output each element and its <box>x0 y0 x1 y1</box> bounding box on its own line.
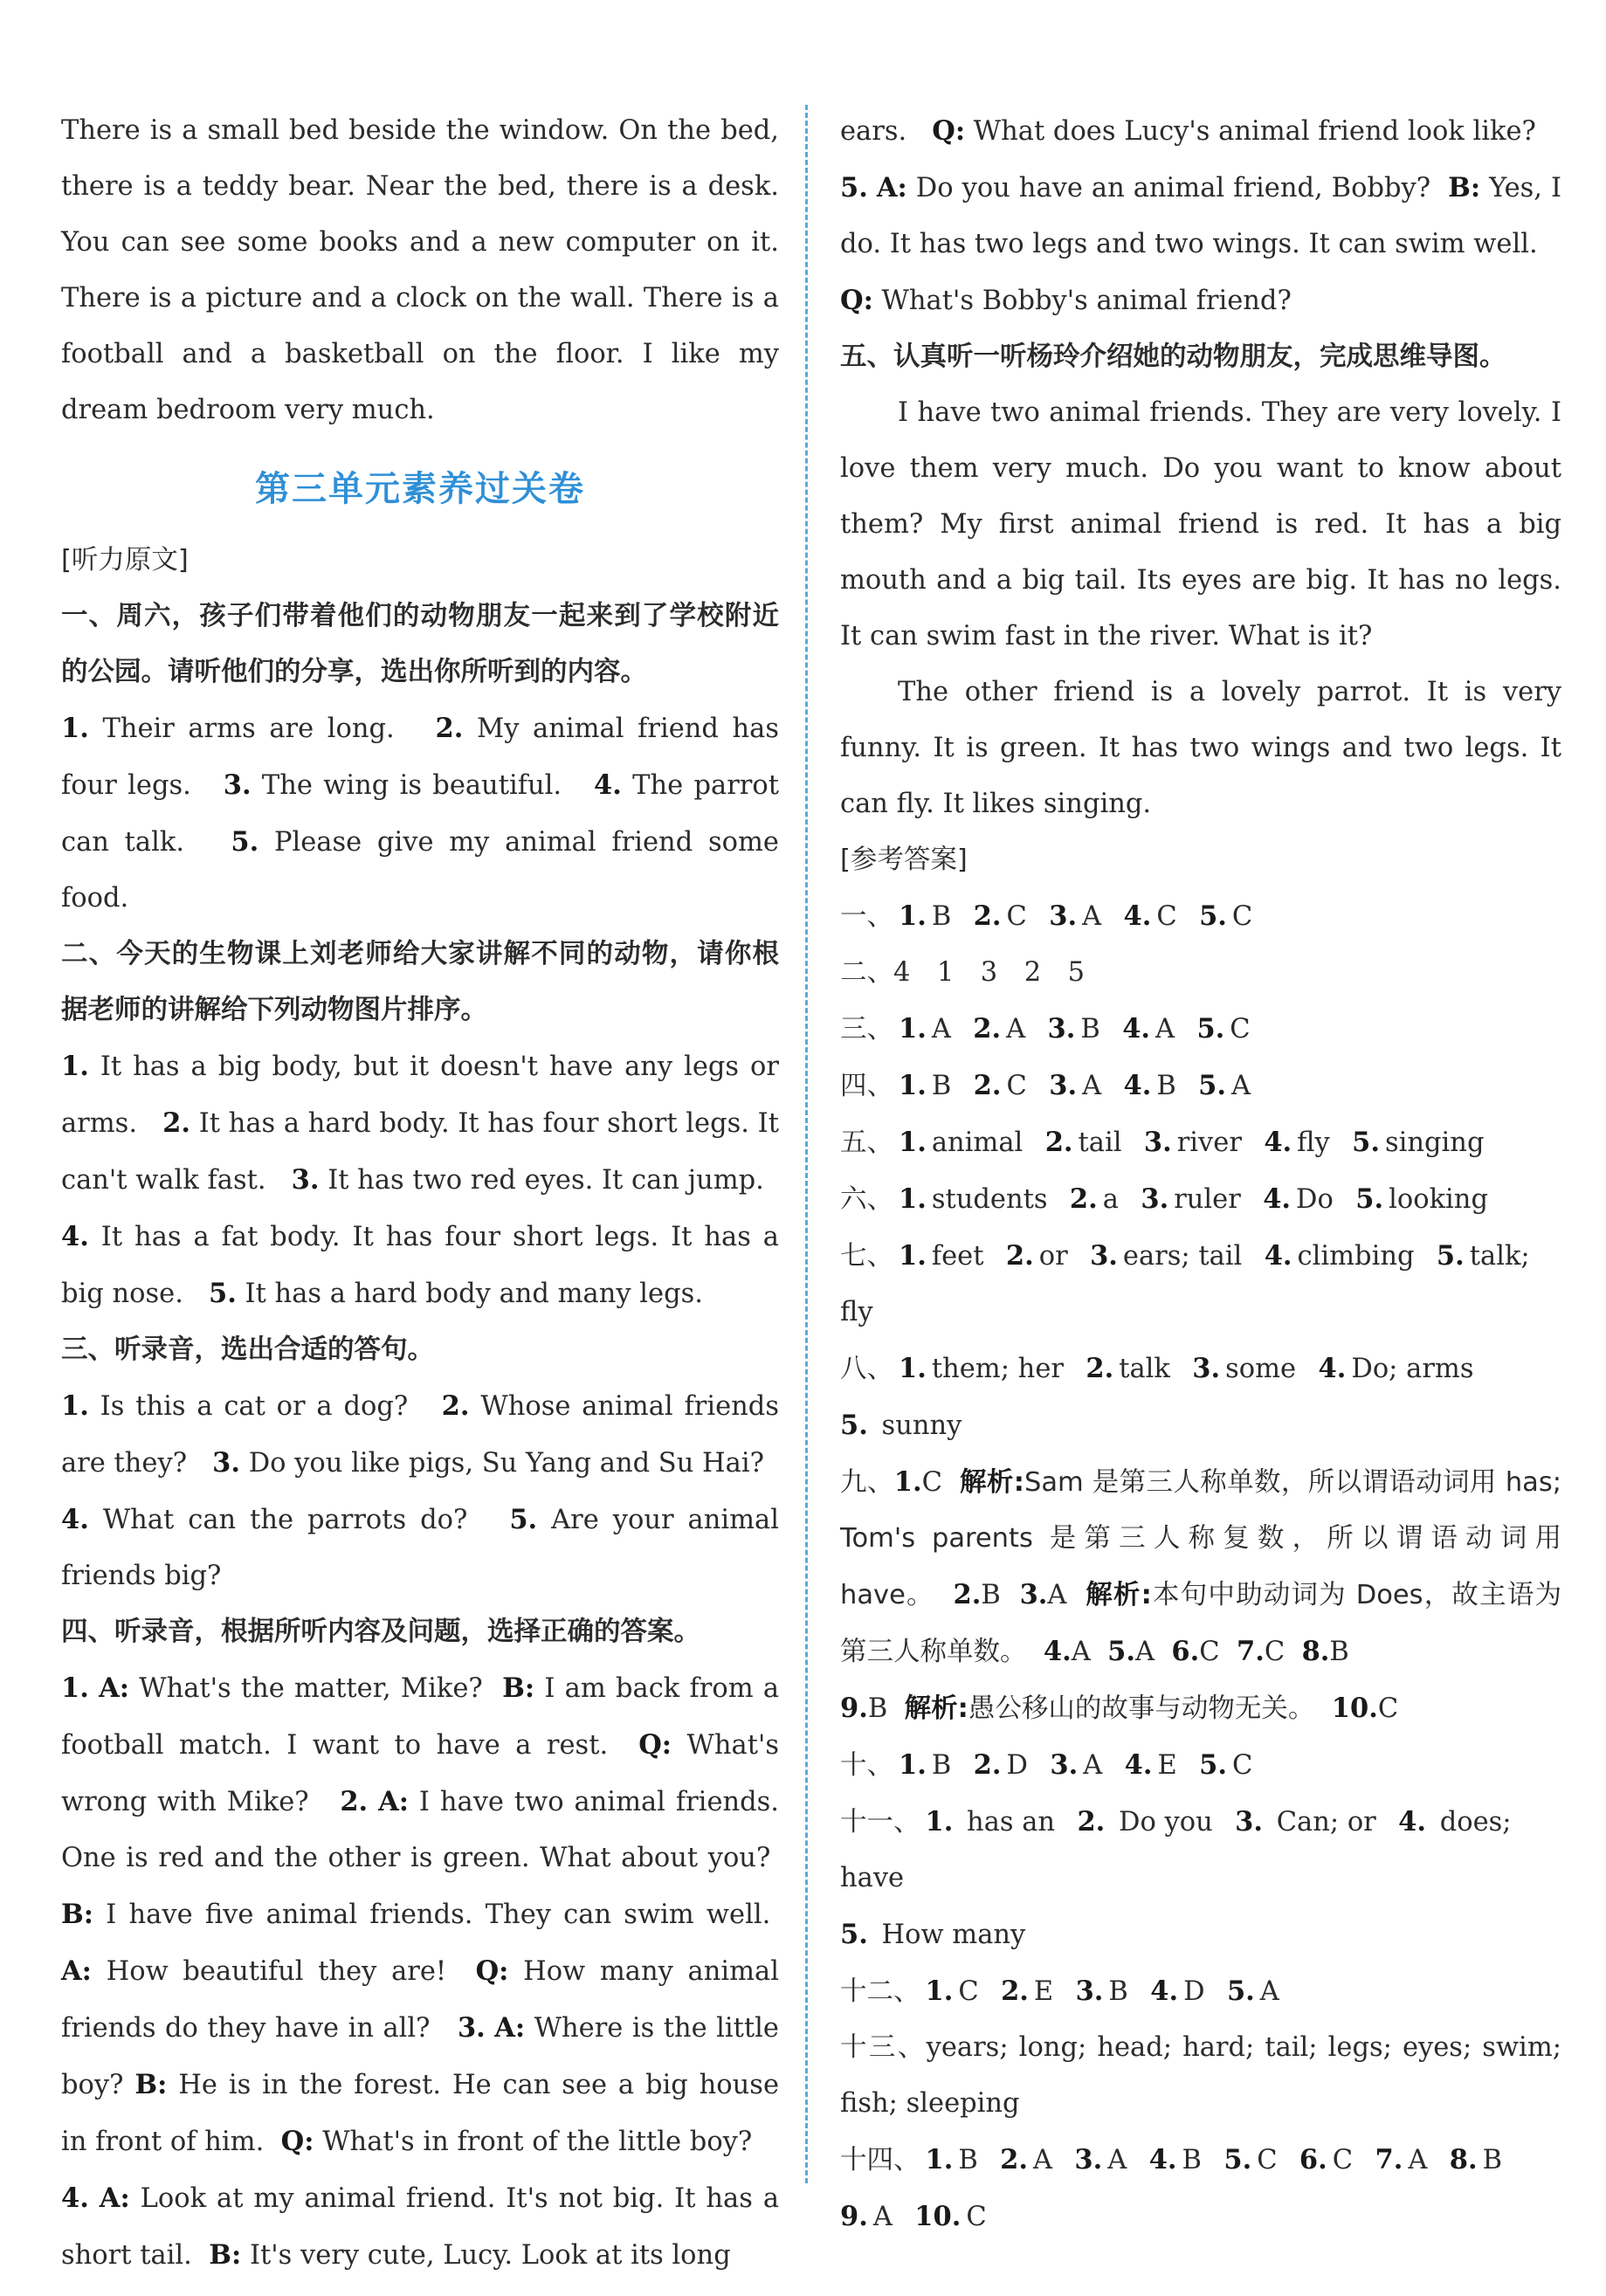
answer-value: B <box>1329 1637 1349 1667</box>
item-number: 2. <box>162 1107 190 1139</box>
answer-row-7 <box>840 1228 1561 1341</box>
item-number: 1. <box>899 1749 927 1781</box>
analysis-text: 本句中助动词为 Does，故主语为第三人称单数。 <box>840 1580 1562 1667</box>
answer-value: A <box>1155 1014 1175 1045</box>
answer-section-number: 七、 <box>840 1241 893 1272</box>
dialogue-text: How beautiful they are! <box>106 1956 447 1987</box>
answer-label: [参考答案] <box>840 845 968 875</box>
item-number: 4. <box>1148 2144 1177 2175</box>
answer-value: Do you <box>1119 1807 1213 1837</box>
answer-section-number: 十、 <box>840 1750 893 1781</box>
answer-value: Can; or <box>1276 1807 1376 1837</box>
item-number: 7. <box>1237 1636 1265 1667</box>
item-text: Whose animal friends are they? <box>61 1391 779 1479</box>
item-number: 1. <box>899 1013 927 1045</box>
answer-value: B <box>931 1750 952 1781</box>
item-number: 8. <box>1301 1636 1330 1667</box>
item-text: The parrot can talk. <box>61 770 779 858</box>
answer-value: A <box>1107 2145 1127 2175</box>
column-divider <box>805 105 808 2183</box>
item-number: 5. <box>1199 900 1227 932</box>
item-text: Do you like pigs, Su Yang and Su Hai? <box>248 1448 764 1479</box>
answer-section-number: 十二、 <box>840 1976 920 2007</box>
dialogue-text: I have five animal friends. They can swim well. <box>106 1900 771 1930</box>
item-number: 4. <box>1123 1070 1152 1101</box>
item-number: 2. <box>340 1786 369 1817</box>
speaker-a: A: <box>378 1786 410 1817</box>
answer-value: a <box>1102 1184 1119 1215</box>
item-text: It has a fat body. It has four short legs. It has a big nose. <box>61 1222 779 1309</box>
item-number: 2. <box>953 1579 982 1610</box>
item-number: 3. <box>212 1447 240 1479</box>
answer-value: talk <box>1119 1354 1170 1384</box>
item-text: Are your animal friends big? <box>61 1505 779 1591</box>
answer-value: A <box>1047 1580 1067 1610</box>
answer-section-number: 二、 <box>840 957 893 988</box>
answer-value: C <box>1231 901 1253 932</box>
answer-value: B <box>931 901 952 932</box>
item-number: 5. <box>209 1278 237 1309</box>
item-number: 3. <box>1141 1183 1169 1215</box>
item-number: 4. <box>1124 1749 1153 1781</box>
answer-section-number: 十三、 <box>840 2032 927 2063</box>
answer-value: How many <box>881 1920 1026 1950</box>
answer-value: B <box>867 1693 888 1724</box>
answer-value: some <box>1225 1354 1297 1384</box>
item-number: 3. <box>1235 1806 1263 1837</box>
answer-value: C <box>1006 901 1027 932</box>
intro-paragraph: There is a small bed beside the window. On the bed, there is a teddy bear. Near the bed, there is a desk. You can see some books and a new computer on it. There is a picture and a clock on the wall. There is a football and a basketball on the floor. I like my dream bedroom very much. <box>61 115 779 425</box>
answer-value: A <box>1231 1071 1251 1101</box>
item-number: 1. <box>925 2144 954 2175</box>
item-number: 3. <box>457 2012 486 2044</box>
answer-value: A <box>1408 2145 1428 2175</box>
dialogue-text: What's wrong with Mike? <box>61 1730 780 1817</box>
item-number: 4. <box>1150 1975 1179 2007</box>
speaker-b: B: <box>209 2239 242 2271</box>
item-number: 3. <box>1050 1749 1079 1781</box>
answer-value: B <box>958 2145 978 2175</box>
answer-value: A <box>1006 1014 1026 1045</box>
section-3-items <box>61 1378 779 1604</box>
dialogue-text: Yes, I do. It has two legs and two wings. It can swim well. <box>840 173 1562 259</box>
dialogue-text: I am back from a football match. I want to have a rest. <box>61 1673 780 1761</box>
answer-value: tail <box>1078 1127 1122 1158</box>
item-number: 4. <box>1043 1636 1072 1667</box>
section-2-heading: 二、今天的生物课上刘老师给大家讲解不同的动物，请你根据老师的讲解给下列动物图片排序。 <box>61 939 779 1025</box>
item-number: 3. <box>1090 1240 1118 1272</box>
item-number: 6. <box>1299 2144 1327 2175</box>
item-number: 2. <box>435 713 464 744</box>
answer-section-number: 四、 <box>840 1071 893 1101</box>
analysis-text: Sam 是第三人称单数，所以谓语动词用 has; Tom's parents 是第三人称复数，所以谓语动词用 have。 <box>840 1467 1562 1610</box>
item-number: 3. <box>291 1164 320 1196</box>
section-2-items <box>61 1038 779 1322</box>
answer-value: river <box>1176 1127 1242 1158</box>
dialogue-text: It's very cute, Lucy. Look at its long <box>249 2240 731 2271</box>
item-number: 5. <box>1355 1183 1384 1215</box>
answer-value: talk; <box>1469 1241 1530 1272</box>
answer-value: looking <box>1389 1184 1488 1215</box>
item-number: 1. <box>61 1051 89 1082</box>
answer-section-number: 一、 <box>840 901 893 932</box>
answer-row-4 <box>840 1058 1561 1114</box>
question-label: Q: <box>638 1729 672 1761</box>
item-text: The wing is beautiful. <box>261 770 562 801</box>
answer-section-number: 十四、 <box>840 2145 920 2175</box>
answer-section-number: 六、 <box>840 1184 893 1215</box>
item-number: 3. <box>1074 2144 1103 2175</box>
item-number: 2. <box>1069 1183 1098 1215</box>
item-number: 5. <box>1198 1070 1226 1101</box>
section-3-heading: 三、听录音，选出合适的答句。 <box>61 1334 434 1365</box>
answer-value: B <box>1156 1071 1176 1101</box>
answer-value: D <box>1183 1976 1205 2007</box>
item-number: 1. <box>899 1127 927 1158</box>
speaker-b: B: <box>134 2069 168 2100</box>
item-number: 5. <box>1436 1240 1465 1272</box>
answer-value: singing <box>1384 1127 1485 1158</box>
answer-value: C <box>1264 1637 1285 1667</box>
item-text: It has a hard body and many legs. <box>245 1279 703 1309</box>
item-number: 4. <box>1318 1353 1347 1384</box>
answer-section-number: 三、 <box>840 1014 893 1045</box>
answer-value: A <box>1082 901 1102 932</box>
section-5-heading: 五、认真听一听杨玲介绍她的动物朋友，完成思维导图。 <box>840 341 1506 372</box>
item-number: 1. <box>899 1240 927 1272</box>
item-number: 4. <box>1263 1183 1292 1215</box>
answer-section-number: 九、 <box>840 1467 894 1498</box>
item-number: 4. <box>1264 1240 1292 1272</box>
item-number: 1. <box>893 1466 922 1498</box>
item-number: 8. <box>1449 2144 1478 2175</box>
item-number: 10. <box>1331 1693 1378 1724</box>
item-number: 5. <box>1223 2144 1252 2175</box>
section-4-heading: 四、听录音，根据所听内容及问题，选择正确的答案。 <box>61 1617 700 1647</box>
answer-row-14 <box>840 2132 1561 2245</box>
answer-value: Do; arms <box>1351 1354 1474 1384</box>
item-number: 4. <box>1123 900 1152 932</box>
item-number: 2. <box>1005 1240 1034 1272</box>
speaker-b: B: <box>502 1672 535 1704</box>
answer-section-number: 八、 <box>840 1354 893 1384</box>
answer-section-number: 五、 <box>840 1127 893 1158</box>
dialogue-text: ears. <box>840 116 907 147</box>
answer-value: fly <box>1297 1127 1330 1158</box>
answer-value: Do <box>1296 1184 1334 1215</box>
dialogue-text: Where is the little boy? <box>61 2013 779 2100</box>
item-number: 5. <box>1107 1636 1135 1667</box>
answer-value: C <box>1332 2145 1354 2175</box>
answer-section-number: 十一、 <box>840 1807 920 1837</box>
answer-value: E <box>1157 1750 1177 1781</box>
item-number: 3. <box>223 769 252 801</box>
analysis-label: 解析: <box>904 1693 968 1724</box>
section-1-items <box>61 700 779 927</box>
answer-value: A <box>1033 2145 1053 2175</box>
item-number: 4. <box>61 1221 89 1252</box>
item-number: 1. <box>899 1183 927 1215</box>
item-number: 2. <box>1044 1127 1073 1158</box>
answer-value: B <box>931 1071 952 1101</box>
answer-value: years; long; head; hard; tail; legs; eyes; swim; fish; sleeping <box>840 2032 1562 2119</box>
item-number: 3. <box>1019 1579 1048 1610</box>
item-number: 1. <box>61 1672 89 1704</box>
item-number: 4. <box>61 2182 89 2214</box>
item-number: 6. <box>1171 1636 1200 1667</box>
answer-value: C <box>1006 1071 1027 1101</box>
dialogue-text: What's the matter, Mike? <box>139 1673 483 1704</box>
dialogue-text: What's Bobby's animal friend? <box>881 286 1292 316</box>
section-5-paragraph-2: The other friend is a lovely parrot. It is very funny. It is green. It has two wings and two legs. It can fly. It likes singing. <box>840 677 1561 819</box>
right-column <box>840 103 1561 2245</box>
item-number: 1. <box>925 1806 954 1837</box>
item-number: 5. <box>1199 1749 1227 1781</box>
answer-value: B <box>981 1580 1001 1610</box>
item-number: 5. <box>1196 1013 1225 1045</box>
answer-value: B <box>1482 2145 1503 2175</box>
answer-row-1 <box>840 888 1561 945</box>
answer-value: does; have <box>840 1807 1512 1893</box>
item-number: 3. <box>1049 1070 1078 1101</box>
analysis-label: 解析: <box>1086 1580 1152 1610</box>
answer-value: A <box>1083 1750 1103 1781</box>
answer-row-9 <box>840 1454 1561 1737</box>
answer-row-13 <box>840 2020 1561 2132</box>
item-number: 3. <box>1192 1353 1221 1384</box>
answer-value: B <box>1080 1014 1100 1045</box>
answer-value: A <box>931 1014 951 1045</box>
answer-value: 4 1 3 2 5 <box>893 957 1086 988</box>
item-number: 2. <box>973 1749 1002 1781</box>
item-text: Is this a cat or a dog? <box>100 1391 409 1422</box>
item-number: 1. <box>925 1975 954 2007</box>
item-text: Please give my animal friend some food. <box>61 827 779 914</box>
dialogue-text: Do you have an animal friend, Bobby? <box>915 173 1431 203</box>
section-5-paragraph-1: I have two animal friends. They are very lovely. I love them very much. Do you want to know about them? My first animal friend is red. It has a big mouth and a big tail. Its eyes are big. It has no legs. It can swim fast in the river. What is it? <box>840 397 1561 652</box>
answer-value: C <box>966 2202 987 2232</box>
answer-value: ruler <box>1174 1184 1241 1215</box>
answer-value: B <box>1182 2145 1202 2175</box>
speaker-a: A: <box>99 1672 129 1704</box>
answer-value: C <box>1231 1750 1253 1781</box>
dialogue-text: How many animal friends do they have in all? <box>61 1956 779 2044</box>
item-number: 5. <box>840 172 868 203</box>
item-number: 4. <box>594 769 622 801</box>
section-title: 第三单元素养过关卷 <box>255 469 585 509</box>
item-number: 2. <box>1086 1353 1114 1384</box>
item-number: 10. <box>914 2201 962 2232</box>
answer-value: ears; tail <box>1122 1241 1243 1272</box>
item-text: It has a hard body. It has four short legs. It can't walk fast. <box>61 1108 779 1196</box>
dialogue-text: Look at my animal friend. It's not big. It has a short tail. <box>61 2183 779 2271</box>
answer-value: C <box>958 1976 979 2007</box>
answer-row-12 <box>840 1963 1561 2020</box>
item-number: 2. <box>1077 1806 1106 1837</box>
question-label: Q: <box>840 285 873 316</box>
left-column <box>61 103 779 2284</box>
answer-value: feet <box>931 1241 984 1272</box>
analysis-label: 解析: <box>960 1467 1024 1498</box>
answer-row-6 <box>840 1171 1561 1228</box>
item-number: 5. <box>840 1410 868 1441</box>
answer-row-8 <box>840 1341 1561 1454</box>
answer-value: animal <box>931 1127 1024 1158</box>
answer-value: C <box>1377 1693 1399 1724</box>
item-number: 5. <box>1352 1127 1380 1158</box>
item-text: It has a big body, but it doesn't have any legs or arms. <box>61 1051 779 1139</box>
speaker-b: B: <box>61 1899 94 1930</box>
question-label: Q: <box>932 115 966 147</box>
item-text: What can the parrots do? <box>102 1505 468 1535</box>
item-number: 5. <box>1226 1975 1255 2007</box>
item-number: 2. <box>973 1070 1002 1101</box>
answer-value: sunny <box>881 1410 962 1441</box>
answer-value: D <box>1006 1750 1028 1781</box>
section-4-dialogues <box>61 1660 779 2284</box>
question-label: Q: <box>475 1955 509 1987</box>
answer-value: B <box>1108 1976 1128 2007</box>
item-number: 7. <box>1375 2144 1403 2175</box>
question-label: Q: <box>280 2126 314 2157</box>
item-number: 2. <box>973 1013 1002 1045</box>
speaker-a: A: <box>99 2182 130 2214</box>
answer-row-2 <box>840 945 1561 1001</box>
item-number: 5. <box>231 826 259 858</box>
answer-value: A <box>1082 1071 1102 1101</box>
section-1-heading: 一、周六，孩子们带着他们的动物朋友一起来到了学校附近的公园。请听他们的分享，选出你所听到的内容。 <box>61 601 779 687</box>
dialogue-text: What does Lucy's animal friend look like? <box>973 116 1536 147</box>
answer-value: C <box>921 1467 942 1498</box>
answer-value: C <box>1257 2145 1278 2175</box>
answer-value: students <box>931 1184 1048 1215</box>
item-text: Their arms are long. <box>102 714 395 744</box>
speaker-a: A: <box>876 172 907 203</box>
answer-value: C <box>1156 901 1177 932</box>
item-number: 3. <box>1047 1013 1076 1045</box>
speaker-a: A: <box>494 2012 526 2044</box>
item-text: My animal friend has four legs. <box>61 714 780 801</box>
answer-value: has an <box>967 1807 1056 1837</box>
item-number: 5. <box>840 1919 868 1950</box>
answer-row-5 <box>840 1114 1561 1171</box>
item-number: 1. <box>61 713 89 744</box>
answer-value: C <box>1230 1014 1251 1045</box>
answer-value: climbing <box>1297 1241 1415 1272</box>
answer-value: E <box>1033 1976 1054 2007</box>
answer-value: A <box>872 2202 893 2232</box>
item-number: 1. <box>61 1390 89 1422</box>
item-number: 2. <box>1001 1975 1029 2007</box>
transcript-label: [听力原文] <box>61 545 189 576</box>
answer-value: C <box>1199 1637 1220 1667</box>
answer-value: them; her <box>931 1354 1064 1384</box>
answer-value: A <box>1135 1637 1155 1667</box>
answer-value: A <box>1259 1976 1279 2007</box>
item-number: 3. <box>1049 900 1078 932</box>
item-number: 5. <box>509 1504 538 1535</box>
item-number: 1. <box>899 1353 927 1384</box>
item-number: 3. <box>1143 1127 1172 1158</box>
item-number: 4. <box>61 1504 89 1535</box>
item-number: 2. <box>441 1390 470 1422</box>
item-number: 9. <box>840 1693 868 1724</box>
analysis-text: 愚公移山的故事与动物无关。 <box>968 1693 1315 1724</box>
item-number: 2. <box>1000 2144 1028 2175</box>
section-4-continued <box>840 103 1561 329</box>
answer-row-3 <box>840 1001 1561 1058</box>
speaker-a: A: <box>61 1955 92 1987</box>
item-number: 1. <box>899 1070 927 1101</box>
item-number: 1. <box>899 900 927 932</box>
answer-value: A <box>1071 1637 1091 1667</box>
answer-row-11 <box>840 1794 1561 1963</box>
item-number: 9. <box>840 2201 868 2232</box>
dialogue-text: He is in the forest. He can see a big house in front of him. <box>61 2070 780 2157</box>
item-number: 4. <box>1398 1806 1426 1837</box>
item-number: 4. <box>1122 1013 1151 1045</box>
item-number: 2. <box>973 900 1002 932</box>
dialogue-text: What's in front of the little boy? <box>322 2127 753 2157</box>
speaker-b: B: <box>1448 172 1481 203</box>
dialogue-text: I have two animal friends. One is red and the other is green. What about you? <box>61 1787 780 1873</box>
item-number: 3. <box>1075 1975 1104 2007</box>
answer-value: fly <box>840 1297 873 1327</box>
answer-value: or <box>1038 1241 1068 1272</box>
item-text: It has two red eyes. It can jump. <box>327 1165 764 1196</box>
item-number: 4. <box>1264 1127 1292 1158</box>
answer-row-10 <box>840 1737 1561 1794</box>
